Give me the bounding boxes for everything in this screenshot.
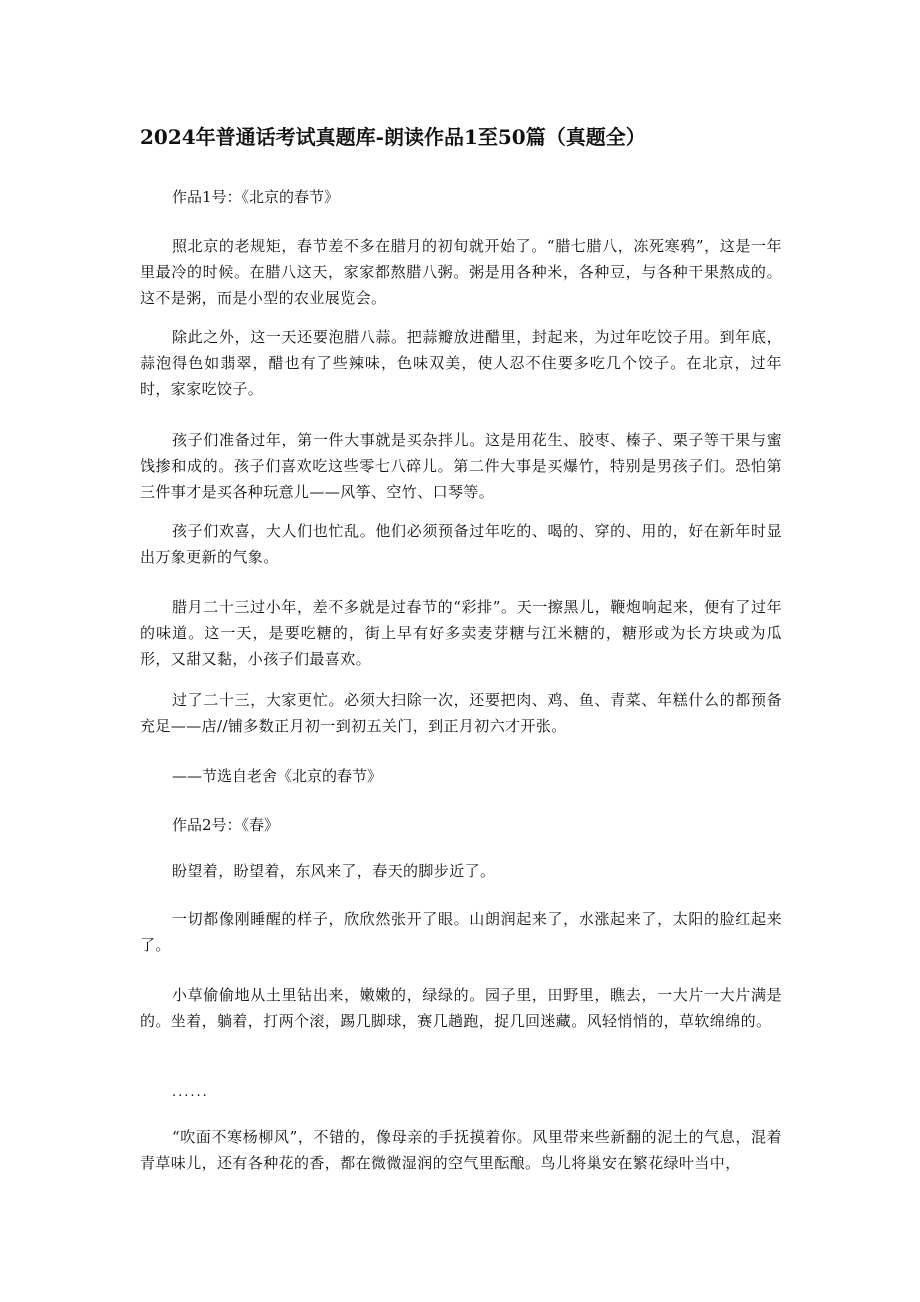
ellipsis: ...... xyxy=(172,1085,209,1100)
document-title: 2024年普通话考试真题库-朗读作品1至50篇（真题全） xyxy=(140,125,646,149)
work2-paragraph-2: 一切都像刚睡醒的样子，欣欣然张开了眼。山朗润起来了，水涨起来了，太阳的脸红起来了。 xyxy=(140,910,782,954)
work1-paragraph-3: 孩子们准备过年，第一件大事就是买杂拌儿。这是用花生、胶枣、榛子、栗子等干果与蜜饯掺和成的。孩子们喜欢吃这些零七八碎儿。第二件大事是买爆竹，特别是男孩子们。恐怕第三件事才是买各种玩意儿——风筝、空竹、口琴等。 xyxy=(140,431,782,501)
work1-paragraph-1: 照北京的老规矩，春节差不多在腊月的初旬就开始了。“腊七腊八，冻死寒鸦”，这是一年里最冷的时候。在腊八这天，家家都熬腊八粥。粥是用各种米，各种豆，与各种干果熬成的。这不是粥，而是小型的农业展览会。 xyxy=(140,237,782,307)
work2-paragraph-1: 盼望着，盼望着，东风来了，春天的脚步近了。 xyxy=(172,862,496,880)
work2-heading: 作品2号：《春》 xyxy=(172,816,280,834)
work1-paragraph-4: 孩子们欢喜，大人们也忙乱。他们必须预备过年吃的、喝的、穿的、用的，好在新年时显出万象更新的气象。 xyxy=(140,522,782,566)
work1-source: ——节选自老舍《北京的春节》 xyxy=(172,767,383,785)
work1-paragraph-5: 腊月二十三过小年，差不多就是过春节的“彩排”。天一擦黑儿，鞭炮响起来，便有了过年的味道。这一天，是要吃糖的，街上早有好多卖麦芽糖与江米糖的，糖形或为长方块或为瓜形，又甜又黏，小孩子们最喜欢。 xyxy=(140,598,782,668)
work2-paragraph-3: 小草偷偷地从土里钻出来，嫩嫩的，绿绿的。园子里，田野里，瞧去，一大片一大片满是的。坐着，躺着，打两个滚，踢几脚球，赛几趟跑，捉几回迷藏。风轻悄悄的，草软绵绵的。 xyxy=(140,986,782,1030)
work1-heading: 作品1号：《北京的春节》 xyxy=(172,188,340,206)
work1-paragraph-6: 过了二十三，大家更忙。必须大扫除一次，还要把肉、鸡、鱼、青菜、年糕什么的都预备充足——店//铺多数正月初一到初五关门，到正月初六才开张。 xyxy=(140,691,782,735)
work1-paragraph-2: 除此之外，这一天还要泡腊八蒜。把蒜瓣放进醋里，封起来，为过年吃饺子用。到年底，蒜泡得色如翡翠，醋也有了些辣味，色味双美，使人忍不住要多吃几个饺子。在北京，过年时，家家吃饺子。 xyxy=(140,328,782,398)
work2-paragraph-4: “吹面不寒杨柳风”，不错的，像母亲的手抚摸着你。风里带来些新翻的泥土的气息，混着青草味儿，还有各种花的香，都在微微湿润的空气里酝酿。鸟儿将巢安在繁花绿叶当中， xyxy=(140,1128,782,1172)
